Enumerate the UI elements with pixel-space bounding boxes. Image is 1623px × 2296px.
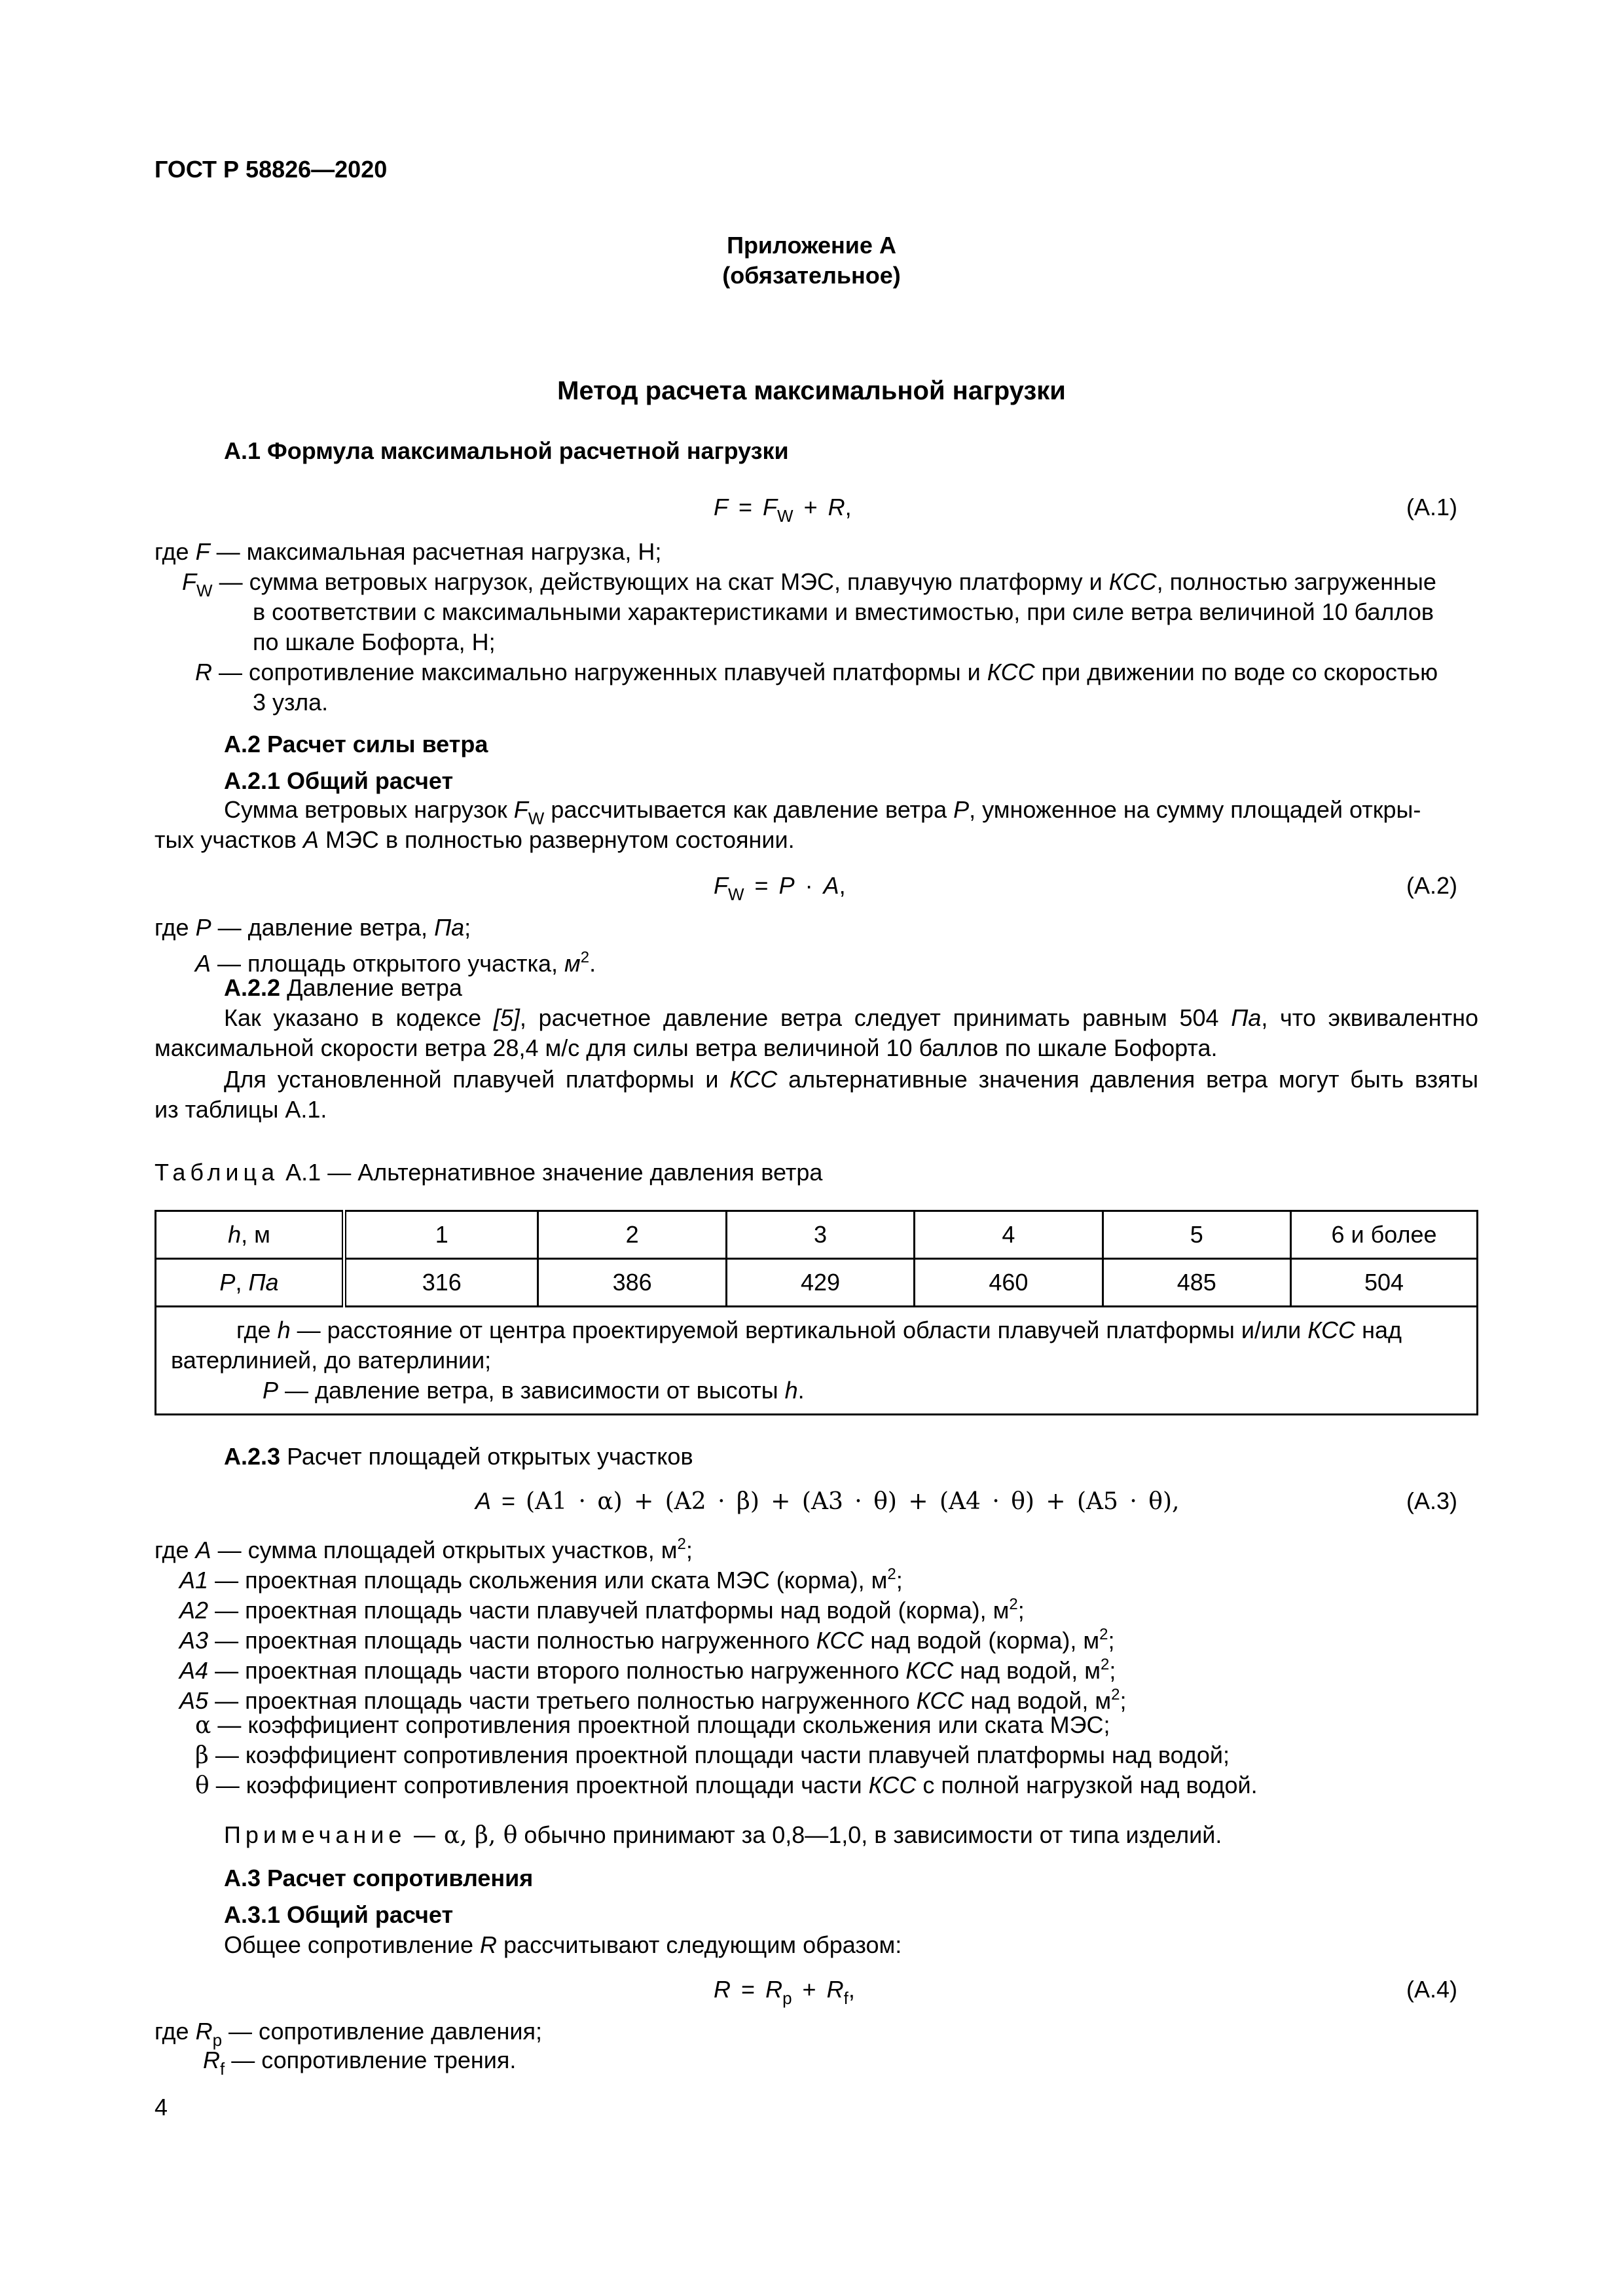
where-A3: A3 — проектная площадь части полностью нагруженного КСС над водой (корма), $м^2$; xyxy=(179,1626,1115,1654)
table-note-line2: ватерлинией, до ватерлинии; xyxy=(171,1347,492,1374)
formula-a1: $F = F_W + R$, xyxy=(714,494,852,526)
where-F: где F — максимальная расчетная нагрузка, Н; xyxy=(155,538,662,565)
appendix-status: (обязательное) xyxy=(722,262,901,289)
note-coefficients: Примечание — α, β, θ обычно принимают за 0,8—1,0, в зависимости от типа изделий. xyxy=(224,1821,1222,1849)
equation-number-a3: (А.3) xyxy=(1406,1487,1458,1514)
appendix-title: Приложение А xyxy=(727,232,896,259)
where-A5: A5 — проектная площадь части третьего полностью нагруженного КСС над водой, $м^2$; xyxy=(179,1686,1127,1714)
where-A: A — площадь открытого участка, $м^2$. xyxy=(195,949,596,977)
table-note-line3: P — давление ветра, в зависимости от высоты h. xyxy=(263,1377,805,1404)
table-cell: 485 xyxy=(1103,1259,1290,1307)
formula-a3: A = (A1 · α) + (A2 · β) + (A3 · θ) + (A4 · θ) + (A5 · θ), xyxy=(475,1487,1180,1515)
where-Rf: $R_f$ — сопротивление трения. xyxy=(203,2047,517,2079)
equation-number-a2: (А.2) xyxy=(1406,872,1458,899)
where-R-line1: R — сопротивление максимально нагруженных плавучей платформы и КСС при движении по воде со скоростью xyxy=(195,659,1438,685)
table-row-height xyxy=(156,1211,1478,1259)
where-Rp: где $R_p$ — сопротивление давления; xyxy=(155,2018,542,2050)
formula-a4: $R = R_p + R_f$, xyxy=(714,1976,855,2008)
table-note xyxy=(156,1307,1478,1415)
a22-paragraph-line1: Как указано в кодексе [5], расчетное давление ветра следует принимать равным 504 Па, что эквивалентно xyxy=(224,1004,1478,1031)
section-a23-heading: А.2.3 Расчет площадей открытых участков xyxy=(224,1443,693,1470)
equation-number-a1: (А.1) xyxy=(1406,494,1458,520)
table-note-row xyxy=(156,1307,1478,1415)
where-A-sum: где A — сумма площадей открытых участков, $м^2$; xyxy=(155,1535,693,1563)
table-cell: 2 xyxy=(538,1211,726,1259)
a22-paragraph2-line1: Для установленной плавучей платформы и КСС альтернативные значения давления ветра могут быть взяты xyxy=(224,1066,1478,1093)
table-cell: 429 xyxy=(726,1259,914,1307)
table-cell: 504 xyxy=(1291,1259,1478,1307)
section-a1-heading: А.1 Формула максимальной расчетной нагрузки xyxy=(224,437,789,464)
table-header-pressure: P, Па xyxy=(156,1259,344,1307)
wind-pressure-table xyxy=(155,1210,1478,1415)
table-note-line1: где h — расстояние от центра проектируемой вертикальной области плавучей платформы и/или КСС над xyxy=(236,1317,1402,1343)
a22-paragraph2-line2: из таблицы А.1. xyxy=(155,1096,327,1123)
where-R-line2: 3 узла. xyxy=(253,689,329,716)
where-P: где P — давление ветра, Па; xyxy=(155,914,471,941)
section-a3-heading: А.3 Расчет сопротивления xyxy=(224,1865,534,1891)
table-caption: Таблица А.1 — Альтернативное значение давления ветра xyxy=(155,1159,823,1186)
a31-paragraph: Общее сопротивление R рассчитывают следующим образом: xyxy=(224,1931,902,1958)
table-header-height: h, м xyxy=(156,1211,344,1259)
table-cell: 460 xyxy=(915,1259,1103,1307)
equation-number-a4: (А.4) xyxy=(1406,1976,1458,2003)
table-cell: 6 и более xyxy=(1291,1211,1478,1259)
table-cell: 3 xyxy=(726,1211,914,1259)
table-cell: 5 xyxy=(1103,1211,1290,1259)
where-Fw-line3: по шкале Бофорта, Н; xyxy=(253,629,496,655)
table-cell: 386 xyxy=(538,1259,726,1307)
table-row-pressure xyxy=(156,1259,1478,1307)
where-Fw-line1: $F_W$ — сумма ветровых нагрузок, действующих на скат МЭС, плавучую платформу и КСС, полностью загруженные xyxy=(182,568,1436,600)
where-beta: β — коэффициент сопротивления проектной площади части плавучей платформы над водой; xyxy=(195,1741,1230,1769)
table-cell: 1 xyxy=(344,1211,538,1259)
where-alpha: α — коэффициент сопротивления проектной площади скольжения или ската МЭС; xyxy=(195,1711,1110,1739)
main-title: Метод расчета максимальной нагрузки xyxy=(557,376,1066,405)
where-theta: θ — коэффициент сопротивления проектной площади части КСС с полной нагрузкой над водой. xyxy=(195,1772,1258,1799)
standard-number: ГОСТ Р 58826—2020 xyxy=(155,156,388,183)
where-Fw-line2: в соответствии с максимальными характеристиками и вместимостью, при силе ветра величиной 10 баллов xyxy=(253,598,1434,625)
a21-paragraph-line1: Сумма ветровых нагрузок $F_W$ рассчитывается как давление ветра P, умноженное на сумму площадей откры- xyxy=(224,796,1421,828)
section-a21-heading: А.2.1 Общий расчет xyxy=(224,767,454,794)
where-A4: A4 — проектная площадь части второго полностью нагруженного КСС над водой, $м^2$; xyxy=(179,1656,1116,1684)
section-a2-heading: А.2 Расчет силы ветра xyxy=(224,731,488,757)
where-A2: A2 — проектная площадь части плавучей платформы над водой (корма), $м^2$; xyxy=(179,1595,1025,1624)
section-a22-heading: А.2.2 Давление ветра xyxy=(224,974,462,1001)
section-a31-heading: А.3.1 Общий расчет xyxy=(224,1901,454,1928)
a21-paragraph-line2: тых участков A МЭС в полностью развернутом состоянии. xyxy=(155,826,795,853)
where-A1: A1 — проектная площадь скольжения или ската МЭС (корма), $м^2$; xyxy=(179,1565,903,1594)
page-number: 4 xyxy=(155,2094,168,2121)
a22-paragraph-line2: максимальной скорости ветра 28,4 м/с для силы ветра величиной 10 баллов по шкале Бофорта. xyxy=(155,1034,1218,1061)
table-cell: 316 xyxy=(344,1259,538,1307)
formula-a2: $F_W = P \cdot A$, xyxy=(714,872,846,904)
table-cell: 4 xyxy=(915,1211,1103,1259)
